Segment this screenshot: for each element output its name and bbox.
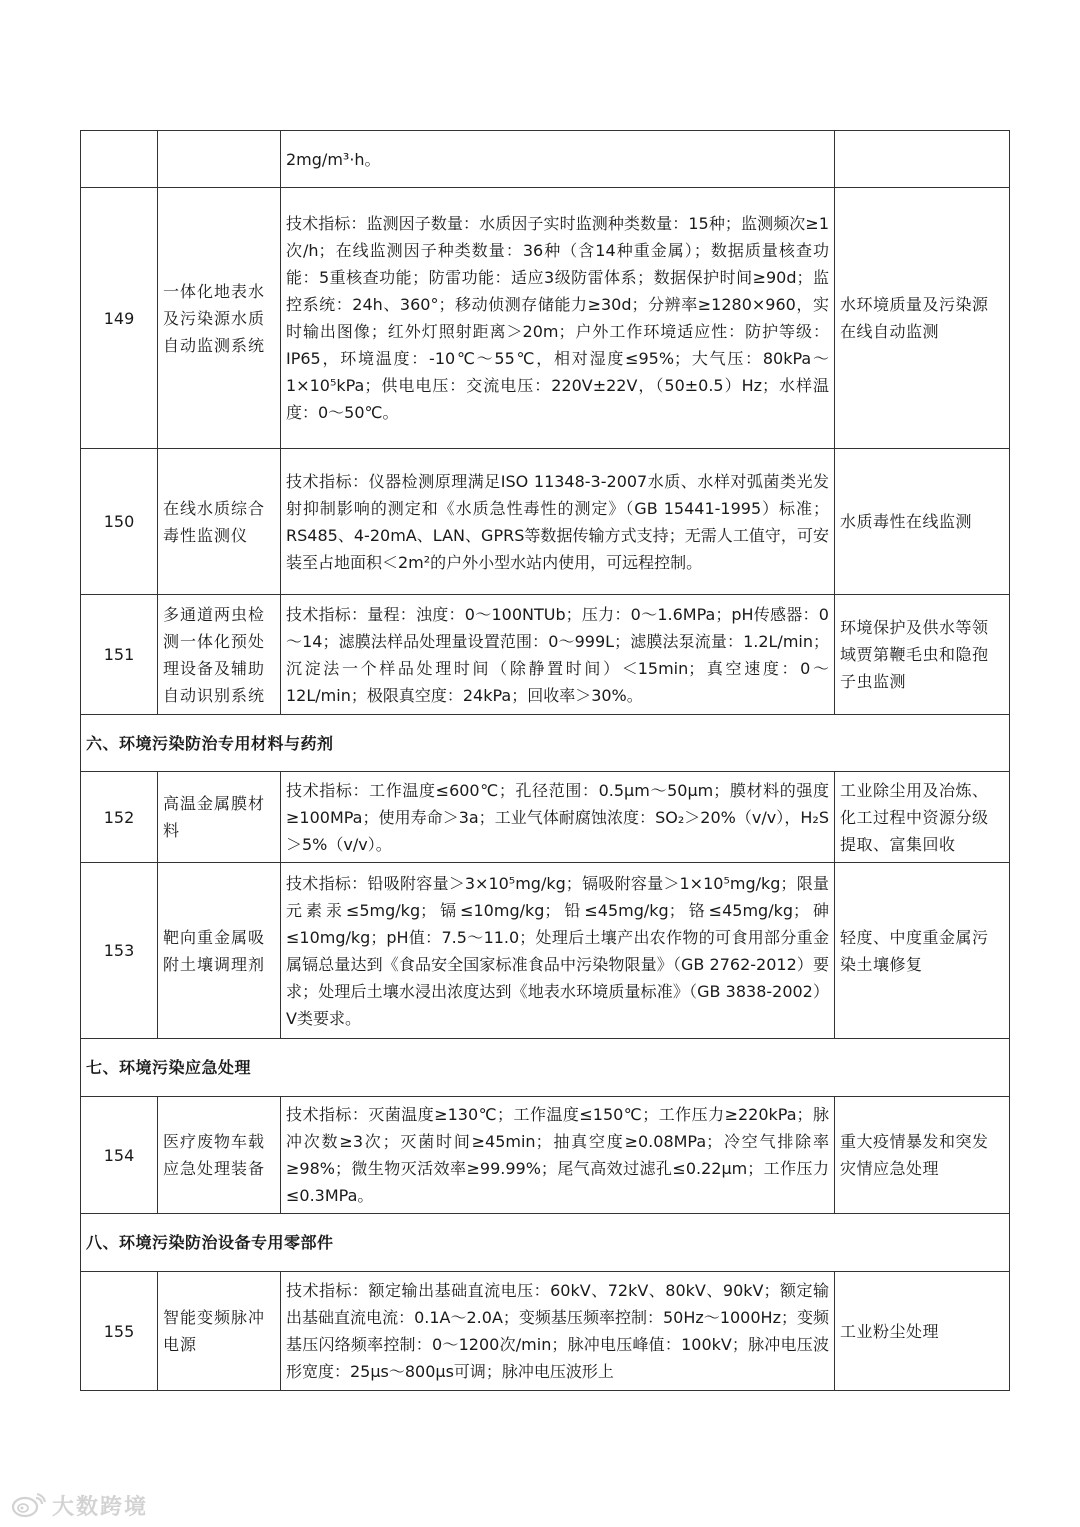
application-cell: 水质毒性在线监测 xyxy=(835,449,1010,595)
table-row xyxy=(81,1097,1010,1214)
spec-cell: 技术指标：量程：浊度：0～100NTUb；压力：0～1.6MPa；pH传感器：0～14；滤膜法样品处理量设置范围：0～999L；滤膜法泵流量：1.2L/min；沉淀法一个样品处理时间（除静置时间）＜15min；真空速度：0～12L/min；极限真空度：24kPa；回收率＞30%。 xyxy=(281,595,835,715)
row-number-cell: 154 xyxy=(81,1097,158,1214)
table-row xyxy=(81,1272,1010,1391)
section-title: 六、环境污染防治专用材料与药剂 xyxy=(81,715,1010,772)
application-cell: 工业粉尘处理 xyxy=(835,1272,1010,1391)
row-number-cell: 155 xyxy=(81,1272,158,1391)
spec-cell: 技术指标：额定输出基础直流电压：60kV、72kV、80kV、90kV；额定输出基础直流电流：0.1A～2.0A；变频基压频率控制：50Hz～1000Hz；变频基压闪络频率控制：0～1200次/min；脉冲电压峰值：100kV；脉冲电压波形宽度：25μs～800μs可调；脉冲电压波形上 xyxy=(281,1272,835,1391)
row-number-cell: 153 xyxy=(81,863,158,1039)
table-row xyxy=(81,863,1010,1039)
application-cell: 水环境质量及污染源在线自动监测 xyxy=(835,188,1010,449)
table-row xyxy=(81,772,1010,863)
row-number-cell: 150 xyxy=(81,449,158,595)
spec-cell: 2mg/m³·h。 xyxy=(281,131,835,188)
application-cell: 重大疫情暴发和突发灾情应急处理 xyxy=(835,1097,1010,1214)
application-cell: 工业除尘用及冶炼、化工过程中资源分级提取、富集回收 xyxy=(835,772,1010,863)
spec-cell: 技术指标：铅吸附容量＞3×10⁵mg/kg；镉吸附容量＞1×10⁵mg/kg；限量元素汞≤5mg/kg；镉≤10mg/kg；铅≤45mg/kg；铬≤45mg/kg；砷≤10mg/kg；pH值：7.5～11.0；处理后土壤产出农作物的可食用部分重金属镉总量达到《食品安全国家标准食品中污染物限量》（GB 2762-2012）要求；处理后土壤水浸出浓度达到《地表水环境质量标准》（GB 3838-2002）V类要求。 xyxy=(281,863,835,1039)
product-name-cell: 靶向重金属吸附土壤调理剂 xyxy=(158,863,281,1039)
section-title: 八、环境污染防治设备专用零部件 xyxy=(81,1214,1010,1272)
product-name-cell xyxy=(158,131,281,188)
table-row xyxy=(81,595,1010,715)
table-row xyxy=(81,188,1010,449)
spec-cell: 技术指标：灭菌温度≥130℃；工作温度≤150℃；工作压力≥220kPa；脉冲次数≥3次；灭菌时间≥45min；抽真空度≥0.08MPa；冷空气排除率≥98%；微生物灭活效率≥99.99%；尾气高效过滤孔≤0.22μm；工作压力≤0.3MPa。 xyxy=(281,1097,835,1214)
row-number-cell: 152 xyxy=(81,772,158,863)
row-number-cell: 151 xyxy=(81,595,158,715)
product-name-cell: 在线水质综合毒性监测仪 xyxy=(158,449,281,595)
spec-cell: 技术指标：监测因子数量：水质因子实时监测种类数量：15种；监测频次≥1次/h；在线监测因子种类数量：36种（含14种重金属）；数据质量核查功能：5重核查功能；防雷功能：适应3级防雷体系；数据保护时间≥90d；监控系统：24h、360°；移动侦测存储能力≥30d；分辨率≥1280×960，实时输出图像；红外灯照射距离＞20m；户外工作环境适应性：防护等级：IP65，环境温度：-10℃～55℃，相对湿度≤95%；大气压：80kPa～1×10⁵kPa；供电电压：交流电压：220V±22V，（50±0.5）Hz；水样温度：0～50℃。 xyxy=(281,188,835,449)
spec-cell: 技术指标：工作温度≤600℃；孔径范围：0.5μm～50μm；膜材料的强度≥100MPa；使用寿命＞3a；工业气体耐腐蚀浓度：SO₂＞20%（v/v），H₂S＞5%（v/v）。 xyxy=(281,772,835,863)
product-name-cell: 一体化地表水及污染源水质自动监测系统 xyxy=(158,188,281,449)
section-header-row xyxy=(81,1039,1010,1097)
section-header-row xyxy=(81,715,1010,772)
application-cell xyxy=(835,131,1010,188)
watermark xyxy=(10,1490,148,1520)
section-header-row xyxy=(81,1214,1010,1272)
section-title: 七、环境污染应急处理 xyxy=(81,1039,1010,1097)
application-cell: 轻度、中度重金属污染土壤修复 xyxy=(835,863,1010,1039)
spec-cell: 技术指标：仪器检测原理满足ISO 11348-3-2007水质、水样对弧菌类光发射抑制影响的测定和《水质急性毒性的测定》（GB 15441-1995）标准；RS485、4-20mA、LAN、GPRS等数据传输方式支持；无需人工值守，可安装至占地面积＜2m²的户外小型水站内使用，可远程控制。 xyxy=(281,449,835,595)
product-name-cell: 医疗废物车载应急处理装备 xyxy=(158,1097,281,1214)
table-row xyxy=(81,131,1010,188)
standards-table xyxy=(80,130,1010,1391)
application-cell: 环境保护及供水等领域贾第鞭毛虫和隐孢子虫监测 xyxy=(835,595,1010,715)
product-name-cell: 智能变频脉冲电源 xyxy=(158,1272,281,1391)
watermark-text: 大数跨境 xyxy=(52,1494,149,1520)
row-number-cell: 149 xyxy=(81,188,158,449)
row-number-cell xyxy=(81,131,158,188)
table-row xyxy=(81,449,1010,595)
product-name-cell: 多通道两虫检测一体化预处理设备及辅助自动识别系统 xyxy=(158,595,281,715)
product-name-cell: 高温金属膜材料 xyxy=(158,772,281,863)
weibo-icon xyxy=(10,1492,46,1518)
